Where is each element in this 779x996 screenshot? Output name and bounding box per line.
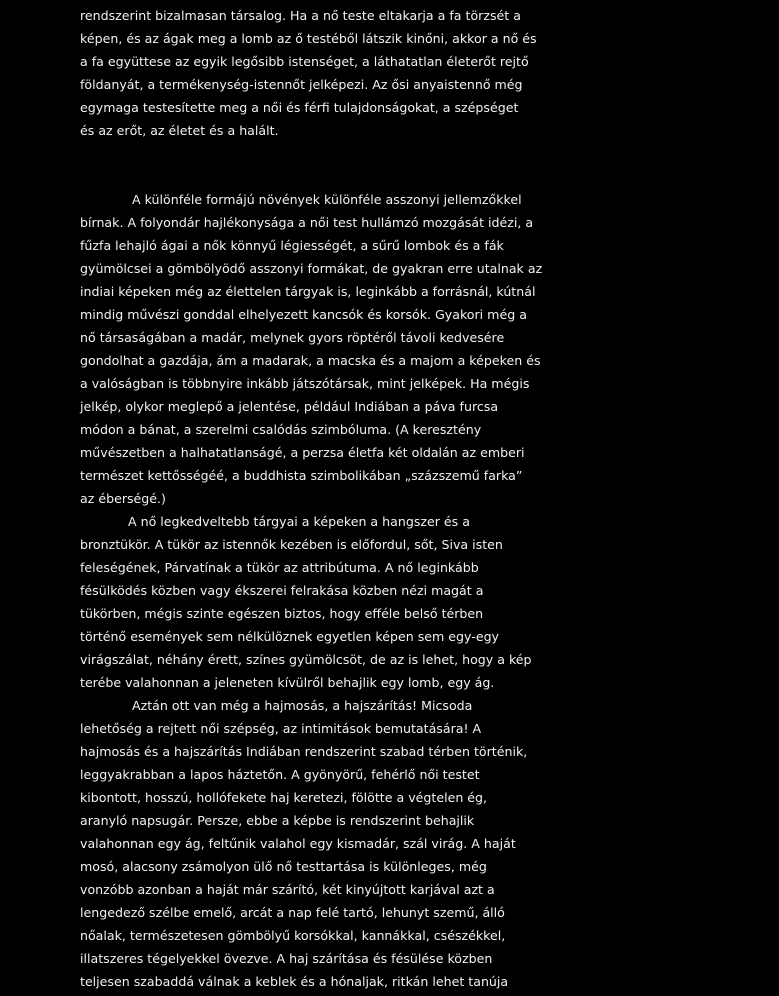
text-line: tükörben, mégis szinte egészen biztos, hogy efféle belső térben xyxy=(80,606,484,621)
text-line: mindig művészi gonddal elhelyezett kancsók és korsók. Gyakori még a xyxy=(80,307,527,322)
paragraph xyxy=(80,4,540,142)
text-line: történő események sem nélkülöznek egyetlen képen sem egy-egy xyxy=(80,629,500,644)
text-line: rendszerint bizalmasan társalog. Ha a nő teste eltakarja a fa törzsét a xyxy=(80,8,521,23)
text-line: feleségének, Párvatínak a tükör az attribútuma. A nő leginkább xyxy=(80,560,479,575)
text-line: gyümölcsei a gömbölyödő asszonyi formákat, de gyakran erre utalnak az xyxy=(80,261,543,276)
text-line: virágszálat, néhány érett, színes gyümölcsöt, de az is lehet, hogy a kép xyxy=(80,652,532,667)
text-line: nő társaságában a madár, melynek gyors röptéről távoli kedvesére xyxy=(80,330,505,345)
text-line: valahonnan egy ág, feltűnik valahol egy kismadár, szál virág. A haját xyxy=(80,836,516,851)
text-line: aranyló napsugár. Persze, ebbe a képbe is rendszerint behajlik xyxy=(80,813,475,828)
text-line: mosó, alacsony zsámolyon ülő nő testtartása is különleges, még xyxy=(80,859,487,874)
text-line: természet kettősségéé, a buddhista szimbolikában „százszemű farka” xyxy=(80,468,523,483)
text-line: leggyakrabban a lapos háztetőn. A gyönyörű, fehérlő női testet xyxy=(80,767,480,782)
paragraph-gap xyxy=(80,142,540,188)
text-line: földanyát, a termékenység-istennőt jelképezi. Az ősi anyaistennő még xyxy=(80,77,523,92)
text-line: a fa együttese az egyik legősibb istenséget, a láthatatlan életerőt rejtő xyxy=(80,54,529,69)
text-line: vonzóbb azonban a haját már szárító, két kinyújtott karjával azt a xyxy=(80,882,495,897)
text-line: művészetben a halhatatlanságé, a perzsa életfa két oldalán az emberi xyxy=(80,445,525,460)
text-line: lengedező szélbe emelő, arcát a nap felé tartó, lehunyt szemű, álló xyxy=(80,905,505,920)
text-body xyxy=(80,4,543,993)
text-line: bronztükör. A tükör az istennők kezében is előfordul, sőt, Siva isten xyxy=(80,537,503,552)
text-line: A nő legkedveltebb tárgyai a képeken a hangszer és a xyxy=(128,514,470,529)
text-line: fűzfa lehajló ágai a nők könnyű légiességét, a sűrű lombok és a fák xyxy=(80,238,504,253)
text-line: egymaga testesítette meg a női és férfi tulajdonságokat, a szépséget xyxy=(80,100,519,115)
text-line: A különféle formájú növények különféle asszonyi jellemzőkkel xyxy=(132,192,522,207)
text-line: teljesen szabaddá válnak a keblek és a hónaljak, ritkán lehet tanúja xyxy=(80,974,509,989)
text-line: gondolhat a gazdája, ám a madarak, a macska és a majom a képeken és xyxy=(80,353,541,368)
paragraph xyxy=(80,694,540,993)
paragraph xyxy=(80,510,540,694)
text-line: képen, és az ágak meg a lomb az ő testéből látszik kinőni, akkor a nő és xyxy=(80,31,537,46)
text-line: lehetőség a rejtett női szépség, az intimitások bemutatására! A xyxy=(80,721,482,736)
text-line: bírnak. A folyondár hajlékonysága a női test hullámzó mozgását idézi, a xyxy=(80,215,534,230)
text-line: a valóságban is többnyire inkább játszótársak, mint jelképek. Ha mégis xyxy=(80,376,530,391)
text-line: és az erőt, az életet és a halált. xyxy=(80,123,279,138)
text-line: fésülködés közben vagy ékszerei felrakása közben nézi magát a xyxy=(80,583,484,598)
text-line: kibontott, hosszú, hollófekete haj keretezi, fölötte a végtelen ég, xyxy=(80,790,488,805)
text-line: illatszeres tégelyekkel övezve. A haj szárítása és fésülése közben xyxy=(80,951,493,966)
text-line: nőalak, természetesen gömbölyű korsókkal, kannákkal, csészékkel, xyxy=(80,928,506,943)
text-line: terébe valahonnan a jeleneten kívülről behajlik egy lomb, egy ág. xyxy=(80,675,495,690)
paragraph xyxy=(80,188,543,510)
text-line: az éberségé.) xyxy=(80,491,166,506)
text-line: jelkép, olykor meglepő a jelentése, például Indiában a páva furcsa xyxy=(80,399,499,414)
text-line: indiai képeken még az élettelen tárgyak is, leginkább a forrásnál, kútnál xyxy=(80,284,536,299)
text-line: módon a bánat, a szerelmi csalódás szimbóluma. (A keresztény xyxy=(80,422,482,437)
text-line: Aztán ott van még a hajmosás, a hajszárítás! Micsoda xyxy=(132,698,473,713)
text-line: hajmosás és a hajszárítás Indiában rendszerint szabad térben történik, xyxy=(80,744,528,759)
